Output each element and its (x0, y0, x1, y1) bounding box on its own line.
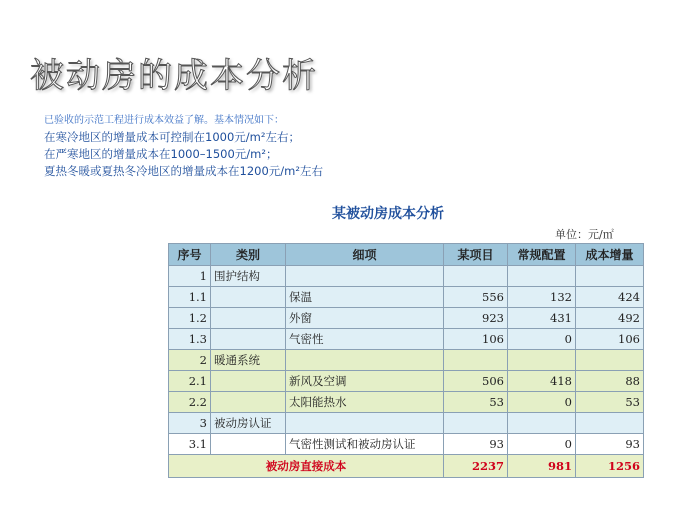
cell-item (286, 266, 444, 287)
header-increment: 成本增量 (576, 244, 644, 266)
cell-regular: 418 (508, 371, 576, 392)
intro-line: 在寒冷地区的增量成本可控制在1000元/m²左右； (44, 130, 300, 144)
cell-project: 106 (444, 329, 508, 350)
cell-increment: 88 (576, 371, 644, 392)
cost-table (168, 243, 644, 478)
table-title: 某被动房成本分析 (332, 206, 444, 222)
cell-item: 太阳能热水 (286, 392, 444, 413)
cell-item: 气密性 (286, 329, 444, 350)
cell-no: 1.3 (169, 329, 211, 350)
cell-increment (576, 350, 644, 371)
cell-no: 3 (169, 413, 211, 434)
cell-item: 新风及空调 (286, 371, 444, 392)
cell-regular: 132 (508, 287, 576, 308)
intro-line: 在严寒地区的增量成本在1000–1500元/m²； (44, 147, 278, 161)
cell-project: 556 (444, 287, 508, 308)
total-row (169, 455, 644, 478)
cell-category (211, 308, 286, 329)
cell-increment: 492 (576, 308, 644, 329)
cell-increment: 53 (576, 392, 644, 413)
table-row (169, 371, 644, 392)
cell-category (211, 287, 286, 308)
cell-no: 2.1 (169, 371, 211, 392)
cell-increment: 424 (576, 287, 644, 308)
table-row (169, 413, 644, 434)
cell-category (211, 371, 286, 392)
header-no: 序号 (169, 244, 211, 266)
cell-project (444, 350, 508, 371)
cell-regular: 0 (508, 434, 576, 455)
cell-regular: 0 (508, 392, 576, 413)
table-row (169, 287, 644, 308)
page-title: 被动房的成本分析 (30, 56, 318, 96)
cell-increment (576, 266, 644, 287)
cell-category: 被动房认证 (211, 413, 286, 434)
table-row (169, 434, 644, 455)
cell-item: 气密性测试和被动房认证 (286, 434, 444, 455)
cell-increment: 93 (576, 434, 644, 455)
cell-regular: 431 (508, 308, 576, 329)
cell-no: 2.2 (169, 392, 211, 413)
total-regular: 981 (508, 455, 576, 478)
cell-category: 暖通系统 (211, 350, 286, 371)
cell-no: 1 (169, 266, 211, 287)
cell-increment (576, 413, 644, 434)
cell-regular (508, 266, 576, 287)
table-row (169, 329, 644, 350)
cell-project (444, 413, 508, 434)
intro-line: 已验收的示范工程进行成本效益了解。基本情况如下： (44, 115, 284, 126)
cell-regular: 0 (508, 329, 576, 350)
cell-project: 53 (444, 392, 508, 413)
header-item: 细项 (286, 244, 444, 266)
header-regular: 常规配置 (508, 244, 576, 266)
cell-category (211, 434, 286, 455)
intro-line: 夏热冬暖或夏热冬冷地区的增量成本在1200元/m²左右 (44, 164, 323, 178)
cell-no: 1.2 (169, 308, 211, 329)
cell-project: 506 (444, 371, 508, 392)
table-row (169, 266, 644, 287)
cell-no: 3.1 (169, 434, 211, 455)
table-row (169, 350, 644, 371)
cell-project: 93 (444, 434, 508, 455)
total-label: 被动房直接成本 (169, 455, 444, 478)
header-category: 类别 (211, 244, 286, 266)
cell-project (444, 266, 508, 287)
unit-label: 单位：元/㎡ (555, 228, 614, 241)
total-increment: 1256 (576, 455, 644, 478)
total-project: 2237 (444, 455, 508, 478)
cell-increment: 106 (576, 329, 644, 350)
cell-regular (508, 350, 576, 371)
cell-no: 2 (169, 350, 211, 371)
header-project: 某项目 (444, 244, 508, 266)
cell-category (211, 392, 286, 413)
cell-no: 1.1 (169, 287, 211, 308)
cell-category (211, 329, 286, 350)
table-row (169, 392, 644, 413)
cell-category: 围护结构 (211, 266, 286, 287)
table-row (169, 308, 644, 329)
cell-project: 923 (444, 308, 508, 329)
cell-regular (508, 413, 576, 434)
cell-item: 保温 (286, 287, 444, 308)
cell-item (286, 350, 444, 371)
cell-item: 外窗 (286, 308, 444, 329)
cell-item (286, 413, 444, 434)
intro-text (44, 112, 323, 180)
table-header-row (169, 244, 644, 266)
